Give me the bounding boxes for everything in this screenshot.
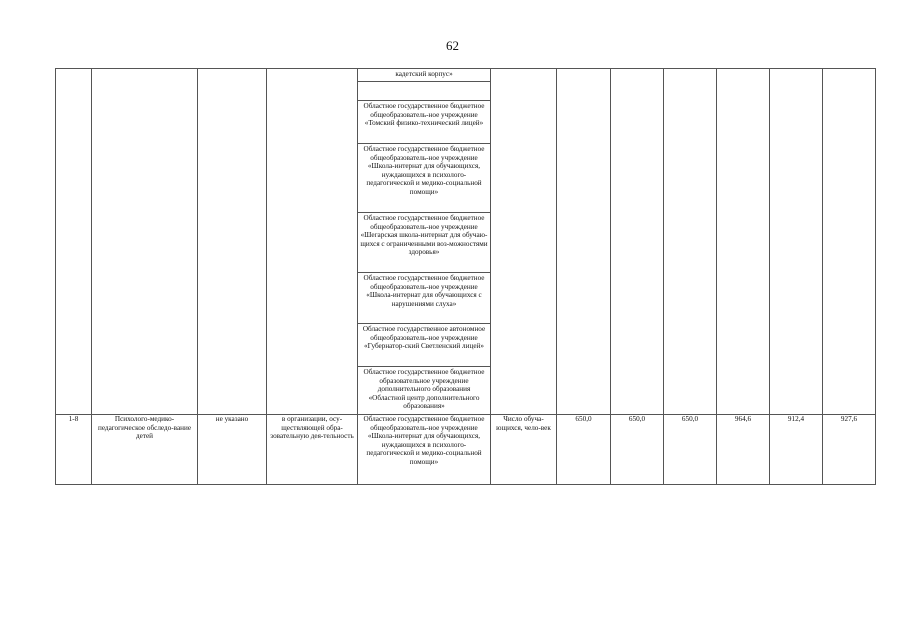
- institution-name: Областное государственное бюджетное общеобразователь-ное учреждение «Школа-интернат для обучающихся, нуждающихся в психолого-педагогической и медико-социальной помощи»: [358, 415, 491, 485]
- value-cell: 650,0: [664, 415, 717, 485]
- cell-form-empty: [267, 69, 358, 415]
- provision-form: в организации, осу-ществляющей обра-зовательную дея-тельность: [267, 415, 358, 485]
- cell-service-empty: [92, 69, 198, 415]
- cell-institutions-list: [358, 69, 491, 415]
- cell-number-empty: [56, 69, 92, 415]
- value-cell: 912,4: [770, 415, 823, 485]
- value-cell: 927,6: [823, 415, 876, 485]
- volume-indicator: Число обуча-ющихся, чело-век: [491, 415, 557, 485]
- institution-item: Областное государственное автономное общеобразователь-ное учреждение «Губернатор-ский Светленский лицей»: [358, 324, 490, 367]
- cell-indicator-empty: [491, 69, 557, 415]
- services-table: [55, 68, 876, 485]
- institution-item-empty: [358, 82, 490, 101]
- consumer-category: не указано: [198, 415, 267, 485]
- page-number: 62: [446, 38, 459, 53]
- value-cell: 964,6: [717, 415, 770, 485]
- table-row-1-8: [56, 415, 876, 485]
- institution-item: Областное государственное бюджетное общеобразователь-ное учреждение «Шегарская школа-интернат для обучаю-щихся с ограниченными воз-можностями здоровья»: [358, 213, 490, 273]
- row-number: 1-8: [56, 415, 92, 485]
- institution-item: Областное государственное бюджетное общеобразователь-ное учреждение «Школа-интернат для обучающихся с нарушениями слуха»: [358, 273, 490, 324]
- institution-item: кадетский корпус»: [358, 69, 490, 82]
- service-name: Психолого-медико-педагогическое обследо-вание детей: [92, 415, 198, 485]
- institution-item: Областное государственное бюджетное образовательное учреждение дополнительного образования «Областной центр дополнительного образования»: [363, 368, 485, 411]
- table-row-continued: [56, 69, 876, 415]
- institution-item: Областное государственное бюджетное общеобразователь-ное учреждение «Томский физико-технический лицей»: [358, 101, 490, 144]
- cell-category-empty: [198, 69, 267, 415]
- institution-item: Областное государственное бюджетное общеобразователь-ное учреждение «Школа-интернат для обучающихся, нуждающихся в психолого-педагогической и медико-социальной помощи»: [358, 144, 490, 213]
- value-cell: 650,0: [611, 415, 664, 485]
- value-cell: 650,0: [557, 415, 611, 485]
